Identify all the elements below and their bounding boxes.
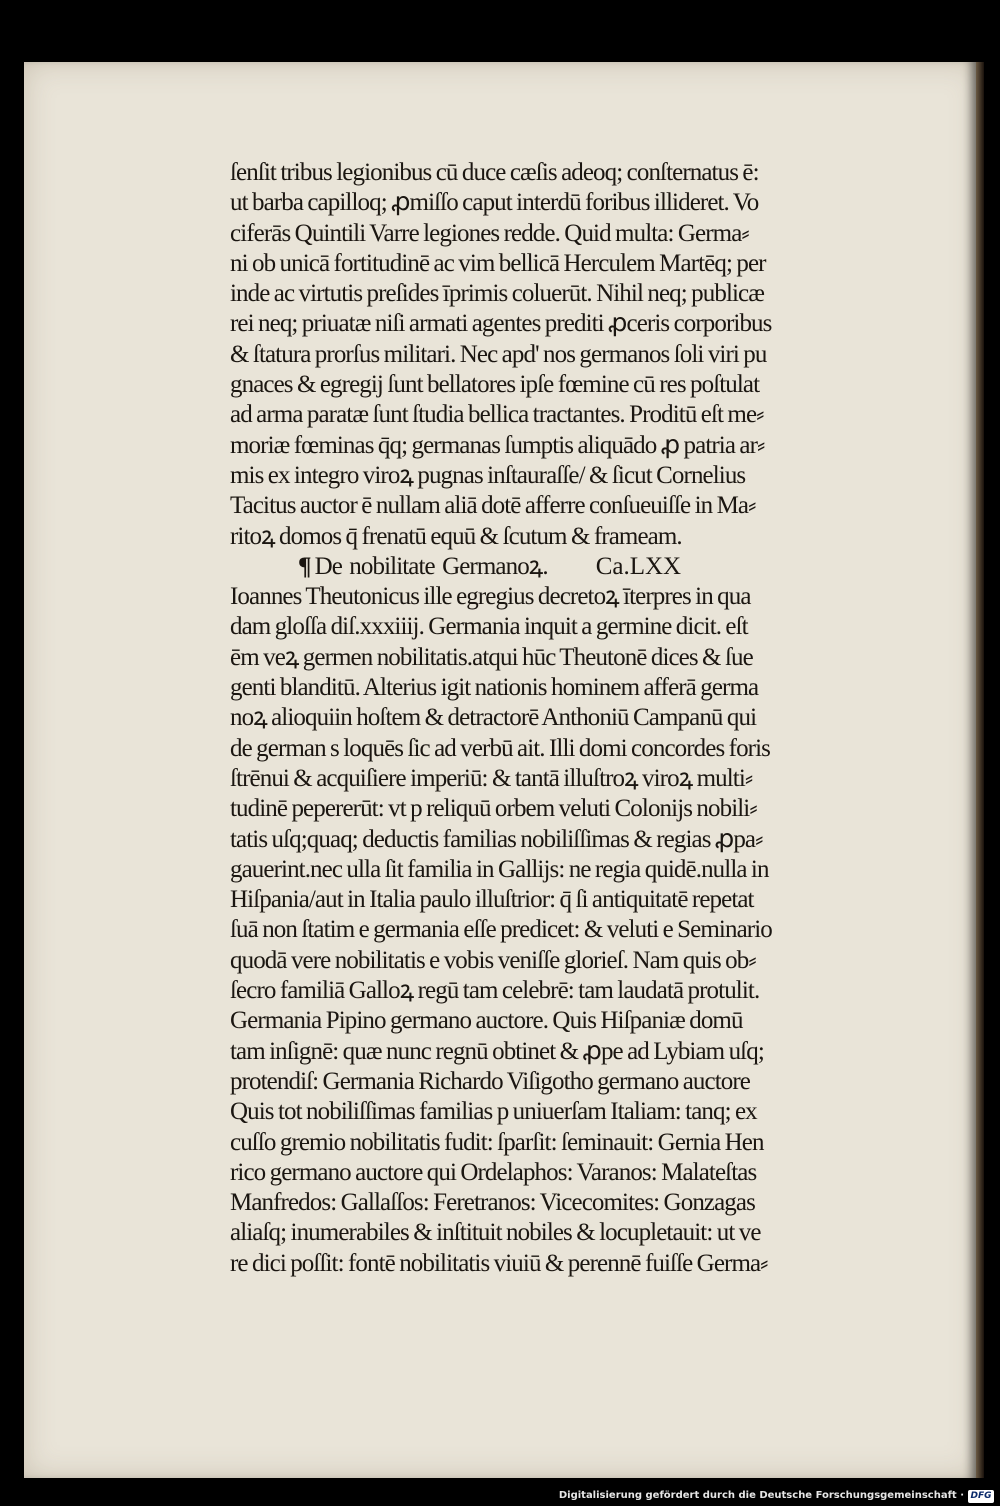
- text-line: gauerint.nec ulla ſit familia in Gallijs: ne regia quidē.nulla in: [230, 855, 769, 883]
- text-line: ciferās Quintili Varre legiones redde. Quid multa: Germa⸗: [230, 219, 749, 247]
- text-line: Ioannes Theutonicus ille egregius decretoꝝ īterpres in qua: [230, 583, 751, 611]
- text-line: Germania Pipino germano auctore. Quis Hiſpaniæ domū: [230, 1007, 743, 1035]
- chapter-number: Ca.LXX: [595, 552, 682, 580]
- text-line: ſuā non ſtatim e germania eſſe predicet: & veluti e Seminario: [230, 916, 772, 944]
- text-line: moriæ fœminas q̄q; germanas ſumptis aliquādo ꝓ patria ar⸗: [230, 431, 765, 459]
- text-line: protendiſ: Germania Richardo Viſigotho germano auctore: [230, 1067, 750, 1095]
- text-line: Tacitus auctor ē nullam aliā dotē afferre conſueuiſſe in Ma⸗: [230, 492, 756, 520]
- pilcrow-icon: ¶: [298, 552, 311, 580]
- funding-credit: Digitalisierung gefördert durch die Deutsche Forschungsgemeinschaft ·: [558, 1490, 964, 1501]
- text-line: ſenſit tribus legionibus cū duce cæſis adeoq; conſternatus ē:: [230, 159, 759, 186]
- text-line: re dici poſſit: fontē nobilitatis viuiū & perennē fuiſſe Germa⸗: [230, 1249, 768, 1277]
- text-line: noꝝ alioquiin hoſtem & detractorē Anthoniū Campanū qui: [230, 704, 757, 732]
- text-line: cuſſo gremio nobilitatis fudit: ſparſit: ſeminauit: Gernia Hen: [230, 1128, 764, 1156]
- text-line: ni ob unicā fortitudinē ac vim bellicā Herculem Martēq; per: [230, 249, 766, 277]
- text-line: Manfredos: Gallaſſos: Feretranos: Vicecomites: Gonzagas: [230, 1189, 755, 1217]
- text-line: genti blanditū. Alterius igit nationis hominem afferā germa: [230, 674, 759, 702]
- text-line: mis ex integro viroꝝ pugnas inſtauraſſe/ & ſicut Cornelius: [230, 461, 746, 489]
- text-line: dam gloſſa diſ.xxxiiij. Germania inquit a germine dicit. eſt: [230, 613, 748, 641]
- text-line: ēm veꝝ germen nobilitatis.atqui hūc Theutonē dices & ſue: [230, 643, 753, 671]
- text-line: ritoꝝ domos q̄ frenatū equū & ſcutum & frameam.: [230, 522, 682, 550]
- text-line: gnaces & egregij ſunt bellatores ipſe fœmine cū res poſtulat: [230, 371, 760, 399]
- text-line: rei neq; priuatæ niſi armati agentes prediti ꝓceris corporibus: [230, 310, 772, 338]
- text-line: tam inſignē: quæ nunc regnū obtinet & ꝓpe ad Lybiam uſq;: [230, 1037, 764, 1065]
- chapter-heading: [230, 552, 950, 582]
- footer-bar: [0, 1486, 1000, 1506]
- text-line: ut barba capilloq; ꝓmiſſo caput interdū foribus illideret. Vo: [230, 189, 759, 217]
- text-line: & ſtatura prorſus militari. Nec apd' nos germanos ſoli viri pu: [230, 340, 767, 368]
- text-line: tatis uſq;quaq; deductis familias nobiliſſimas & regias ꝓpa⸗: [230, 825, 763, 853]
- text-line: ad arma paratæ ſunt ſtudia bellica tractantes. Proditū eſt me⸗: [230, 401, 764, 429]
- text-line: Quis tot nobiliſſimas familias p uniuerſam Italiam: tanq; ex: [230, 1098, 757, 1126]
- chapter-title: De nobilitate Germanoꝝ.: [314, 552, 548, 580]
- text-line: rico germano auctore qui Ordelaphos: Varanos: Malateſtas: [230, 1158, 757, 1186]
- text-line: ſecro familiā Galloꝝ regū tam celebrē: tam laudatā protulit.: [230, 977, 760, 1005]
- text-line: de german s loquēs ſic ad verbū ait. Illi domi concordes foris: [230, 734, 770, 762]
- dfg-logo-icon: DFG: [968, 1490, 994, 1503]
- text-line: tudinē pepererūt: vt p reliquū orbem veluti Colonijs nobili⸗: [230, 795, 757, 823]
- text-line: inde ac virtutis preſides īprimis coluerūt. Nihil neq; publicæ: [230, 280, 765, 308]
- text-line: aliaſq; inumerabiles & inſtituit nobiles & locupletauit: ut ve: [230, 1219, 761, 1247]
- page-text: [230, 158, 950, 1279]
- page-edge-shadow: [976, 62, 984, 1478]
- text-line: quodā vere nobilitatis e vobis veniſſe glorieſ. Nam quis ob⸗: [230, 946, 756, 974]
- text-line: ſtrēnui & acquiſiere imperiū: & tantā illuſtroꝝ viroꝝ multi⸗: [230, 764, 753, 792]
- text-line: Hiſpania/aut in Italia paulo illuſtrior: q̄ ſi antiquitatē repetat: [230, 886, 754, 914]
